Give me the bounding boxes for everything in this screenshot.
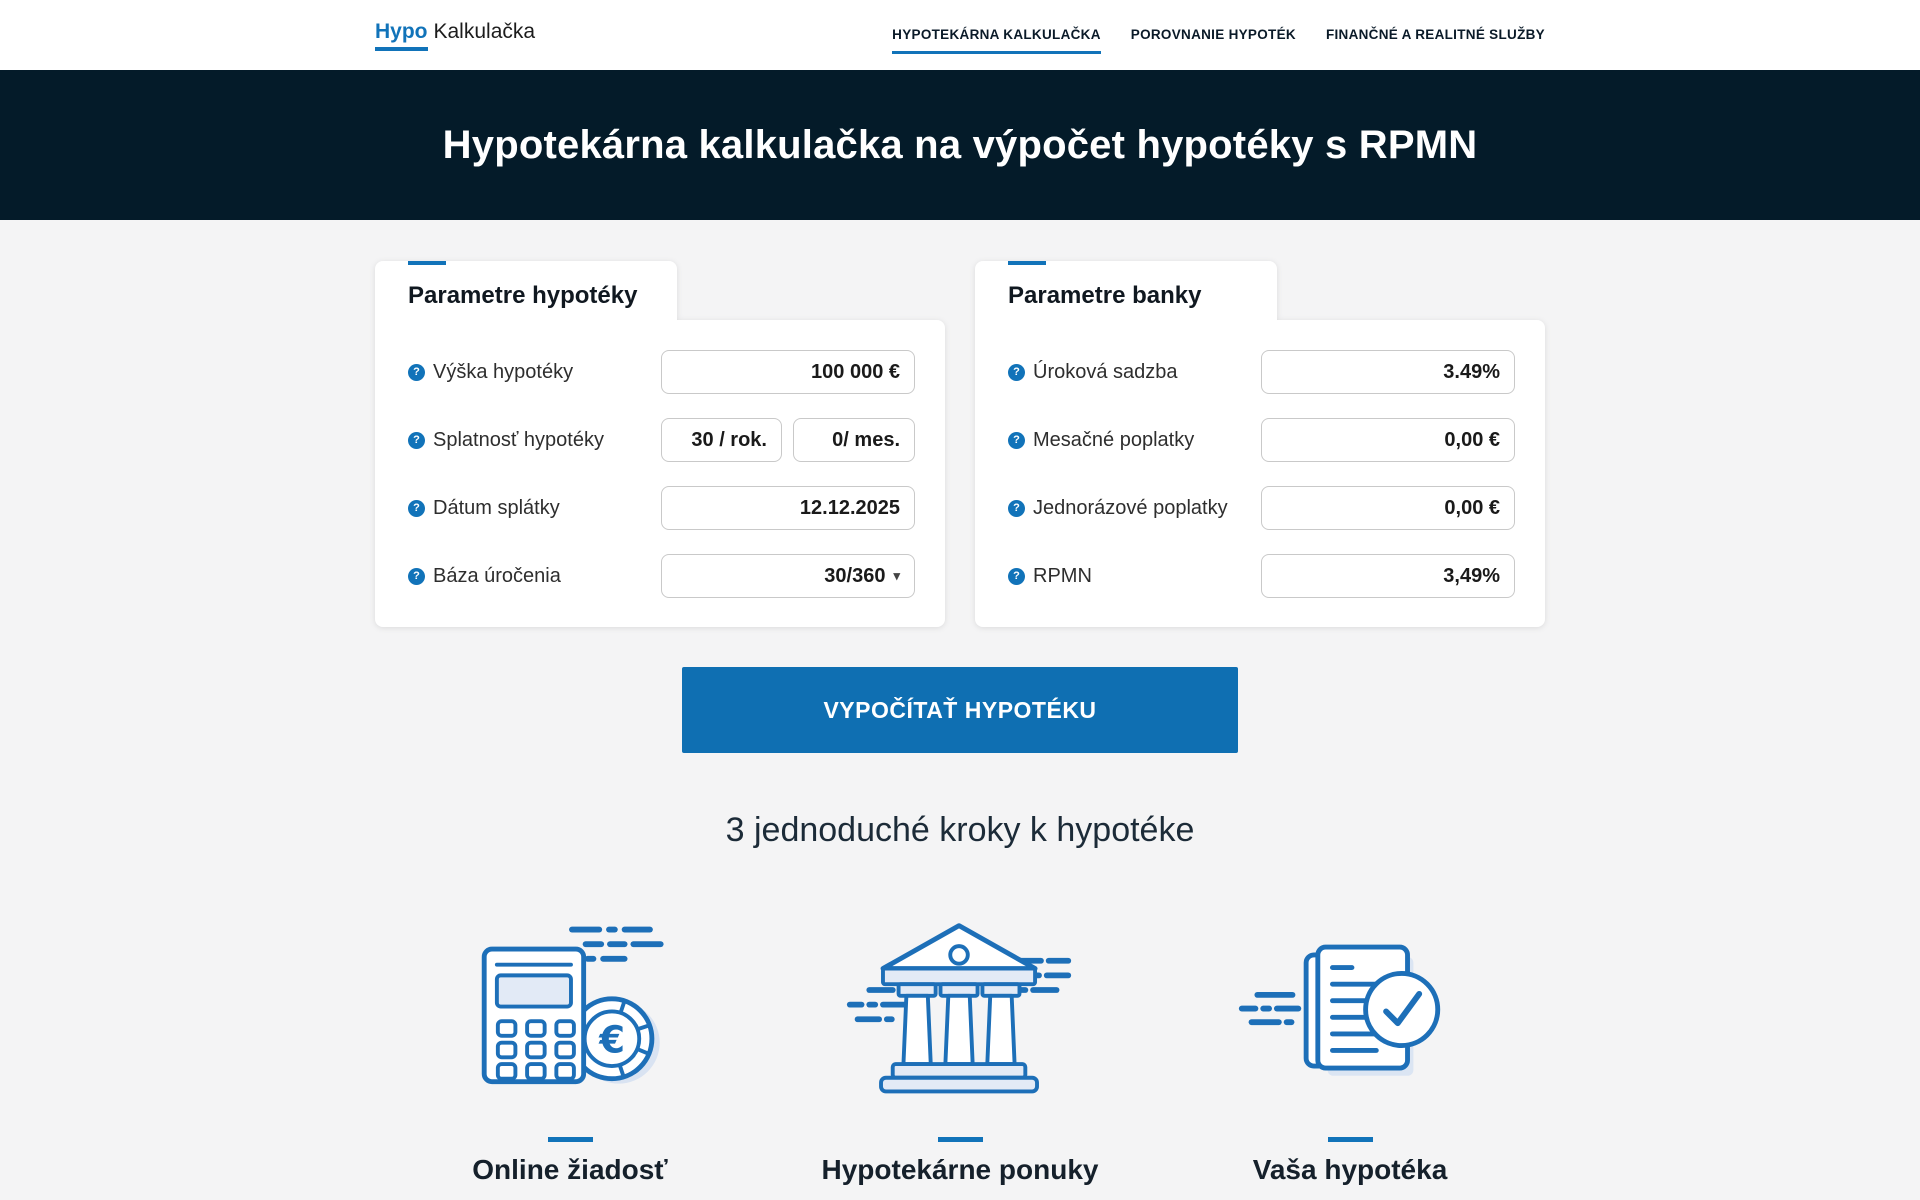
bank-card-body xyxy=(975,320,1545,627)
hero-banner xyxy=(0,70,1920,220)
mortgage-card-title: Parametre hypotéky xyxy=(408,282,638,309)
field-label: Splatnosť hypotéky xyxy=(433,428,604,451)
main-content xyxy=(0,220,1920,1186)
interest-basis-value: 30/360 xyxy=(824,564,886,587)
field-row-payment-date xyxy=(408,474,915,542)
field-row-loan-amount xyxy=(408,338,915,406)
step-accent-line xyxy=(938,1137,983,1142)
nav-item-mortgage-calculator[interactable]: HYPOTEKÁRNA KALKULAČKA xyxy=(892,17,1101,54)
step-title: Vaša hypotéka xyxy=(1252,1154,1448,1185)
help-icon[interactable]: ? xyxy=(408,568,425,585)
field-label: Jednorázové poplatky xyxy=(1033,496,1228,519)
page-title: Hypotekárna kalkulačka na výpočet hypotéky s RPMN xyxy=(442,122,1478,167)
field-row-interest-basis xyxy=(408,542,915,610)
interest-rate-input[interactable]: 3.49% xyxy=(1261,350,1515,394)
loan-term-years-input[interactable]: 30 / rok. xyxy=(661,418,782,462)
bank-card-tab xyxy=(975,261,1277,320)
svg-text:€: € xyxy=(599,1018,626,1062)
step-mortgage-offers xyxy=(765,912,1155,1186)
mortgage-card-body xyxy=(375,320,945,627)
field-row-loan-term xyxy=(408,406,915,474)
field-label: Úroková sadzba xyxy=(1033,360,1178,383)
help-icon[interactable]: ? xyxy=(408,432,425,449)
field-row-interest-rate xyxy=(1008,338,1515,406)
monthly-fees-input[interactable]: 0,00 € xyxy=(1261,418,1515,462)
top-header xyxy=(0,0,1920,70)
calculator-euro-icon xyxy=(375,912,765,1107)
field-row-monthly-fees xyxy=(1008,406,1515,474)
oneoff-fees-input[interactable]: 0,00 € xyxy=(1261,486,1515,530)
step-title: Hypotekárne ponuky xyxy=(821,1154,1099,1185)
brand-logo[interactable] xyxy=(375,20,535,51)
brand-logo-rest: Kalkulačka xyxy=(433,19,536,43)
step-your-mortgage xyxy=(1155,912,1545,1186)
mortgage-parameters-card xyxy=(375,261,945,627)
field-row-rpmn xyxy=(1008,542,1515,610)
help-icon[interactable]: ? xyxy=(408,500,425,517)
loan-term-months-input[interactable]: 0/ mes. xyxy=(793,418,915,462)
field-row-oneoff-fees xyxy=(1008,474,1515,542)
help-icon[interactable]: ? xyxy=(1008,568,1025,585)
calculate-mortgage-button[interactable]: VYPOČÍTAŤ HYPOTÉKU xyxy=(682,667,1238,753)
bank-building-icon xyxy=(765,912,1155,1107)
steps-heading: 3 jednoduché kroky k hypotéke xyxy=(725,811,1195,849)
step-accent-line xyxy=(548,1137,593,1142)
field-label: Výška hypotéky xyxy=(433,360,574,383)
steps-row xyxy=(375,912,1545,1186)
help-icon[interactable]: ? xyxy=(1008,500,1025,517)
rpmn-input[interactable]: 3,49% xyxy=(1261,554,1515,598)
parameter-cards xyxy=(375,220,1545,627)
help-icon[interactable]: ? xyxy=(1008,432,1025,449)
field-label: Mesačné poplatky xyxy=(1033,428,1195,451)
mortgage-card-tab xyxy=(375,261,677,320)
field-label: Báza úročenia xyxy=(433,564,561,587)
bank-card-title: Parametre banky xyxy=(1008,282,1202,309)
field-label: RPMN xyxy=(1033,564,1092,587)
payment-date-input[interactable]: 12.12.2025 xyxy=(661,486,915,530)
step-title: Online žiadosť xyxy=(472,1154,668,1185)
nav-item-mortgage-comparison[interactable]: POROVNANIE HYPOTÉK xyxy=(1130,26,1296,42)
bank-parameters-card xyxy=(975,261,1545,627)
nav-item-financial-services[interactable]: FINANČNÉ A REALITNÉ SLUŽBY xyxy=(1325,26,1545,42)
step-accent-line xyxy=(1328,1137,1373,1142)
interest-basis-select[interactable] xyxy=(661,554,915,598)
step-online-application xyxy=(375,912,765,1186)
chevron-down-icon: ▾ xyxy=(893,568,900,583)
help-icon[interactable]: ? xyxy=(1008,364,1025,381)
help-icon[interactable]: ? xyxy=(408,364,425,381)
main-nav xyxy=(892,17,1545,54)
loan-amount-input[interactable]: 100 000 € xyxy=(661,350,915,394)
brand-logo-accent: Hypo xyxy=(375,20,428,51)
field-label: Dátum splátky xyxy=(433,496,560,519)
document-check-icon xyxy=(1155,912,1545,1107)
